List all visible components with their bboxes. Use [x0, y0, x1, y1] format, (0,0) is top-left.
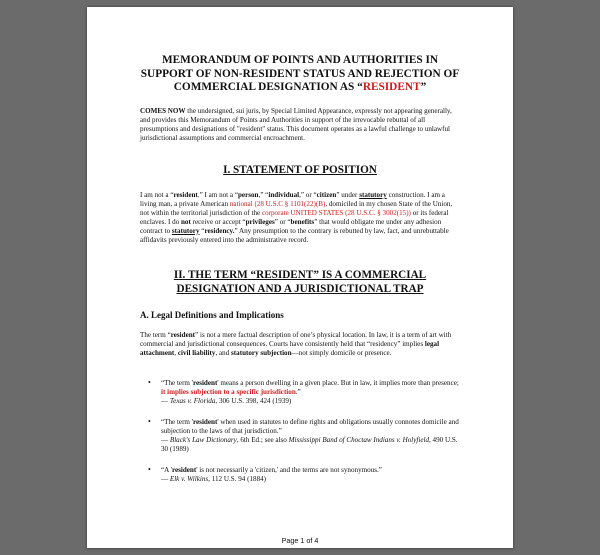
list-item: • “A 'resident' is not necessarily a 'citizen,' and the terms are not synonymous.” — Elk v. Wilkins, 112 U.S. 94 (1884) [161, 466, 461, 484]
title-line-2: SUPPORT OF NON-RESIDENT STATUS AND REJECTION OF [140, 67, 460, 80]
title-line-3 [87, 81, 513, 95]
list-item: • “The term 'resident' when used in statutes to define rights and obligations usually connotes domicile and subjection to the laws of that jurisdiction.” — Black's Law Dictionary, 6th Ed.; see also Mississippi Band of Choctaw Indians v. Holyfield, 490 U.S. 30 (1989) [161, 418, 461, 454]
document-page [87, 7, 513, 548]
section-2-heading-line-2: DESIGNATION AND A JURISDICTIONAL TRAP [176, 282, 424, 295]
quote-highlight-red: it implies subjection to a specific jurisdiction [161, 387, 296, 396]
citation: — Black's Law Dictionary, 6th Ed.; see also Mississippi Band of Choctaw Indians v. Holyfield, 490 U.S. 30 (1989) [161, 435, 458, 453]
bullet-icon: • [148, 378, 151, 387]
title-line-1: MEMORANDUM OF POINTS AND AUTHORITIES IN [161, 54, 439, 66]
document-title [87, 54, 513, 95]
bullet-icon: • [148, 465, 151, 474]
subheading-legal-definitions: A. Legal Definitions and Implications [140, 310, 284, 320]
section-2-paragraph: The term “resident” is not a mere factual description of one’s physical location. In law, it is a term of art with commercial and jurisdictional consequences. Courts have consistently held that “residency” implies legal attachment, civil liability, and statutory subjection—not simply domicile or presence. [140, 331, 452, 357]
intro-text: the undersigned, sui juris, by Special Limited Appearance, expressly not appearing generally, and provides this Memorandum of Points and Authorities in support of the irrevocable rebuttal of all presumptions and designations of "resident" status. This document operates as a lawful challenge to unlawful jurisdictional assumptions and commercial encroachment. [140, 107, 452, 142]
title-line-3-text: COMMERCIAL DESIGNATION AS “ [173, 81, 363, 93]
citation: — Elk v. Wilkins, 112 U.S. 94 (1884) [161, 474, 267, 483]
citation: — Texas v. Florida, 306 U.S. 398, 424 (1939) [161, 396, 292, 405]
intro-paragraph [140, 107, 462, 143]
title-resident-red: RESIDENT [362, 81, 421, 93]
section-1-heading: I. STATEMENT OF POSITION [223, 164, 377, 176]
list-item: • “The term 'resident' means a person dwelling in a given place. But in law, it implies more than presence; it implies subjection to a specific jurisdiction.” — Texas v. Florida, 306 U.S. 398, 424 (1939) [161, 379, 461, 406]
citation-corporate: corporate UNITED STATES (28 U.S.C. § 3002(15)) [261, 208, 411, 217]
citation-national: national (28 U.S.C § 1101(22)(B) [229, 199, 326, 208]
section-2-heading-line-1: II. THE TERM “RESIDENT” IS A COMMERCIAL [173, 269, 427, 281]
bullet-icon: • [148, 417, 151, 426]
page-number: Page 1 of 4 [281, 536, 319, 545]
title-line-3-close: ” [420, 81, 427, 93]
section-2-heading [87, 269, 513, 296]
section-1-paragraph: I am not a “resident.” I am not a “person,” “individual,” or “citizen” under statutory construction. I am a living man, a private American national (28 U.S.C § 1101(22)(B), domiciled in my chosen State of the Union, not within the territorial jurisdiction of the corporate UNITED STATES (28 U.S.C. § 3002(15)) or its federal enclaves. I do not receive or accept “privileges” or “benefits” that would obligate me under any adhesion contract to statutory “residency.” Any presumption to the contrary is rebutted by law, fact, and unrebuttable affidavits previously entered into the administrative record. [140, 191, 453, 244]
intro-lead: COMES NOW [140, 107, 186, 115]
